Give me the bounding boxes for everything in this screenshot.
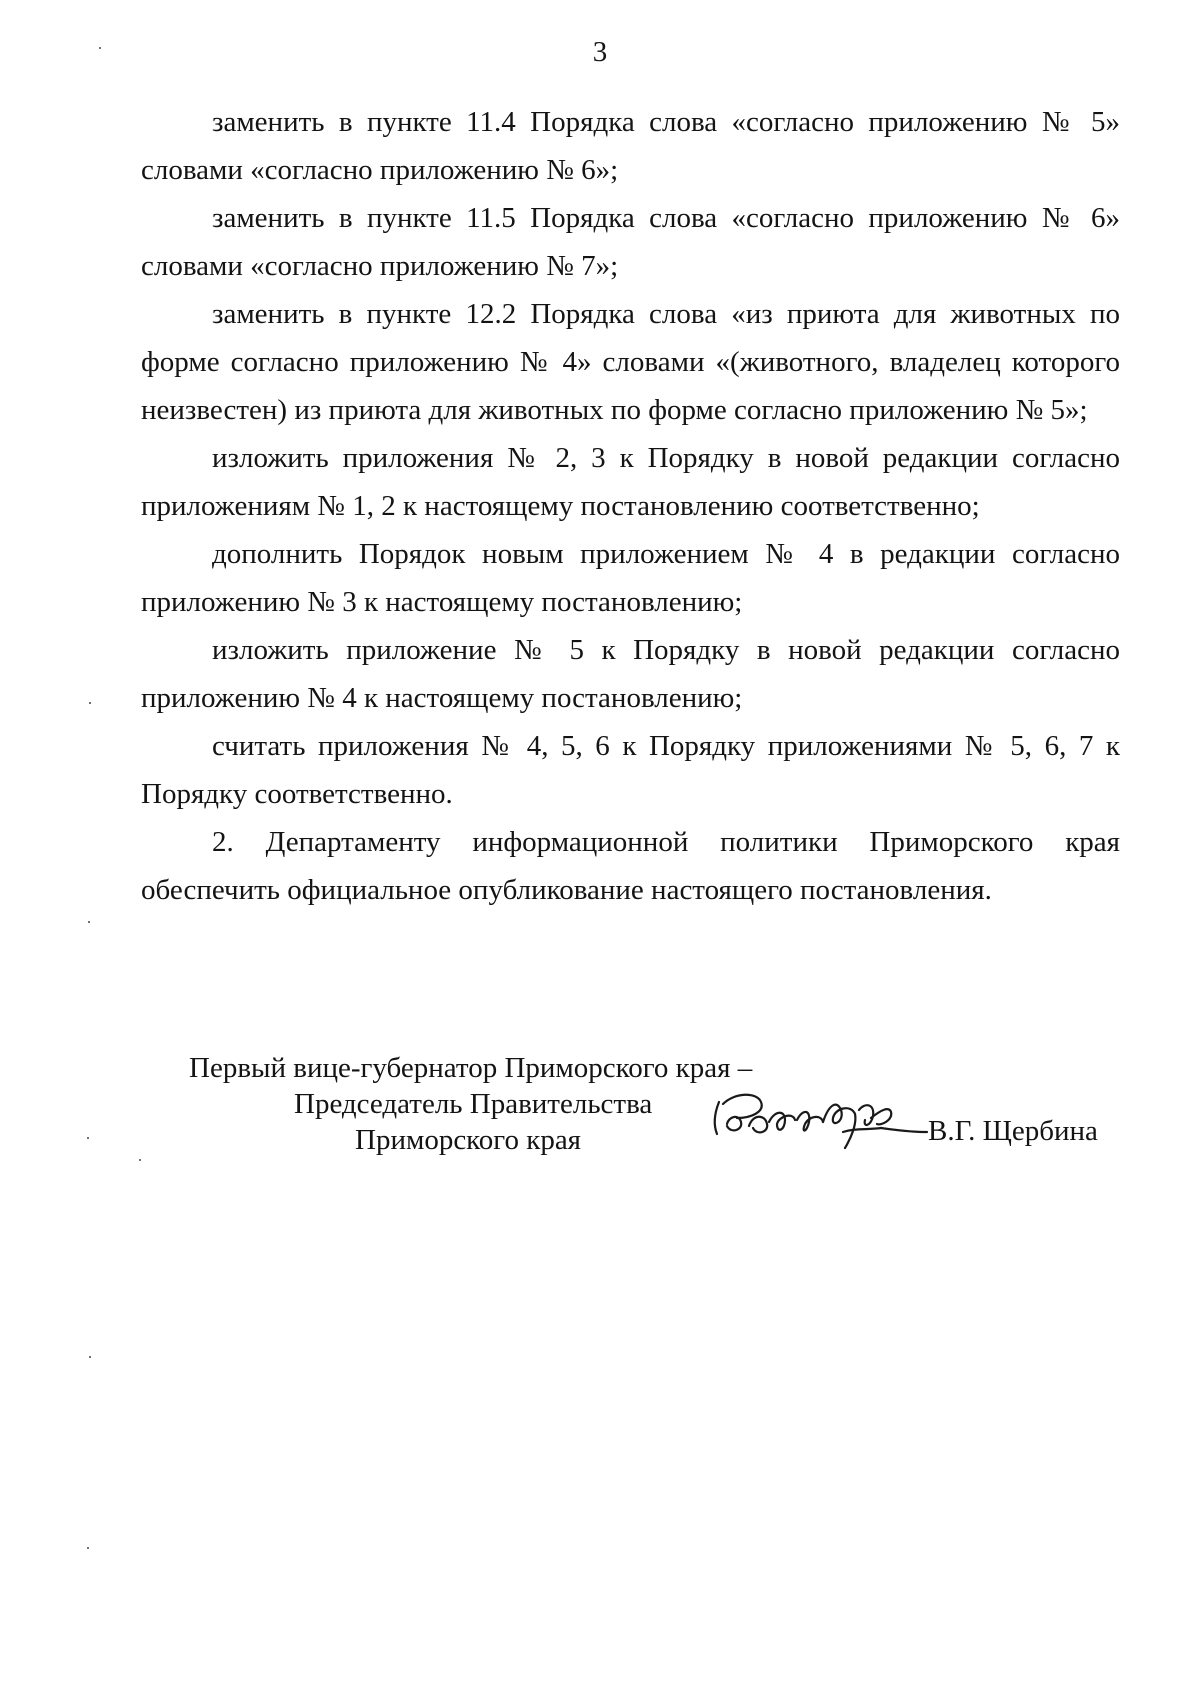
paragraph-appendix-2-3: изложить приложения № 2, 3 к Порядку в новой редакции согласно приложениям № 1, 2 к настоящему постановлению соответственно;	[141, 442, 1120, 522]
paragraph-item-2-line-1: 2. Департаменту информационной политики Приморского края	[212, 826, 1120, 858]
signatory-name: В.Г. Щербина	[928, 1115, 1098, 1147]
paragraph-renumber-appendices: считать приложения № 4, 5, 6 к Порядку приложениями № 5, 6, 7 к Порядку соответственно.	[141, 730, 1120, 810]
signatory-title-line-3: Приморского края	[355, 1124, 582, 1156]
signatory-title-block	[180, 1050, 780, 1158]
signatory-title-line-2: Председатель Правительства	[294, 1088, 653, 1120]
paragraph-amend-11-5: заменить в пункте 11.5 Порядка слова «согласно приложению № 6» словами «согласно приложению № 7»;	[141, 202, 1120, 282]
paragraph-item-2-line-2: обеспечить официальное опубликование настоящего постановления.	[141, 874, 992, 906]
paragraph-amend-11-4: заменить в пункте 11.4 Порядка слова «согласно приложению № 5» словами «согласно приложению № 6»;	[141, 106, 1120, 186]
paragraph-appendix-4: дополнить Порядок новым приложением № 4 в редакции согласно приложению № 3 к настоящему постановлению;	[141, 538, 1120, 618]
page-number: 3	[592, 36, 608, 68]
handwritten-signature	[705, 1080, 935, 1160]
paragraph-appendix-5: изложить приложение № 5 к Порядку в новой редакции согласно приложению № 4 к настоящему постановлению;	[141, 634, 1120, 714]
signatory-title-line-1: Первый вице-губернатор Приморского края –	[189, 1052, 753, 1084]
paragraph-amend-12-2: заменить в пункте 12.2 Порядка слова «из приюта для животных по форме согласно приложению № 4» словами «(животного, владелец которого неизвестен) из приюта для животных по форме согласно приложению № 5»;	[141, 298, 1120, 426]
document-body	[141, 98, 1120, 914]
